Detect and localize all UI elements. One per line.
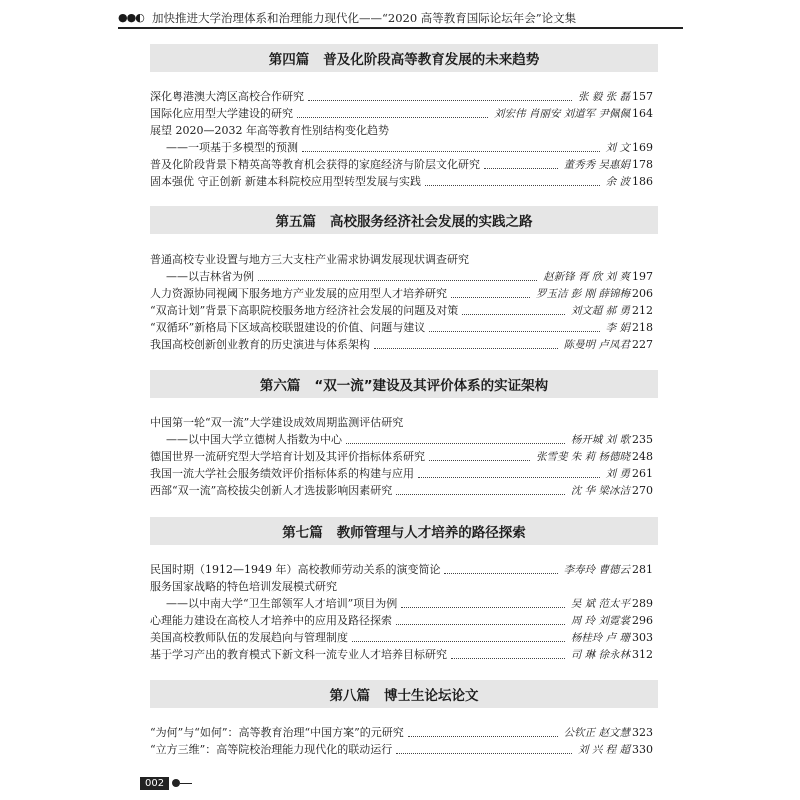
entry-page: 164 xyxy=(632,107,653,120)
dot-leader xyxy=(418,477,600,478)
toc-entry[interactable] xyxy=(150,251,653,267)
entry-title: “立方三维”：高等院校治理能力现代化的联动运行 xyxy=(150,743,393,756)
toc-entry[interactable] xyxy=(150,612,653,628)
dot-leader xyxy=(429,331,599,332)
footer-rule xyxy=(180,783,192,784)
toc-entry[interactable] xyxy=(150,122,653,138)
entry-page: 296 xyxy=(632,614,653,627)
entry-page: 281 xyxy=(632,563,653,576)
dot-leader xyxy=(425,185,600,186)
section-heading-5 xyxy=(150,206,658,234)
dot-leader xyxy=(444,573,557,574)
section-title: “双一流”建设及其评价体系的实证架构 xyxy=(314,378,549,394)
entry-authors: 余 波 xyxy=(605,176,630,188)
entry-authors: 陈曼明 卢凤君 xyxy=(563,339,630,351)
entry-subtitle: ——以吉林省为例 xyxy=(166,270,254,283)
entry-title: 我国高校创新创业教育的历史演进与体系架构 xyxy=(150,338,370,351)
entry-authors: 刘 兴 程 超 xyxy=(577,744,630,756)
dot-leader xyxy=(429,460,530,461)
entry-page: 330 xyxy=(632,743,653,756)
section-heading-8 xyxy=(150,680,658,708)
entry-authors: 张 毅 张 磊 xyxy=(577,91,630,103)
section-heading-4 xyxy=(150,44,658,72)
dot-leader xyxy=(451,297,530,298)
toc-entry-subtitle[interactable] xyxy=(150,139,653,155)
dot-leader xyxy=(462,314,565,315)
entry-page: 235 xyxy=(632,433,653,446)
toc-entry[interactable] xyxy=(150,629,653,645)
entry-authors: 杨开城 刘 歌 xyxy=(570,434,630,446)
entry-authors: 周 玲 刘霓裳 xyxy=(570,615,630,627)
dot-leader xyxy=(396,494,565,495)
entry-page: 186 xyxy=(632,175,653,188)
page-footer xyxy=(140,774,192,792)
entry-title: 中国第一轮“双一流”大学建设成效周期监测评估研究 xyxy=(150,416,404,429)
entry-title: 深化粤港澳大湾区高校合作研究 xyxy=(150,90,304,103)
dot-leader xyxy=(346,443,565,444)
dot-leader xyxy=(396,624,565,625)
page-number: 002 xyxy=(140,777,169,790)
entry-page: 178 xyxy=(632,158,653,171)
entry-subtitle: ——一项基于多模型的预测 xyxy=(166,141,298,154)
entry-title: 我国一流大学社会服务绩效评价指标体系的构建与应用 xyxy=(150,467,414,480)
section-heading-7 xyxy=(150,517,658,545)
entry-authors: 刘 勇 xyxy=(605,468,630,480)
entry-page: 206 xyxy=(632,287,653,300)
footer-dot-icon xyxy=(172,779,180,787)
toc-entry[interactable] xyxy=(150,724,653,740)
dot-leader xyxy=(484,168,558,169)
entry-page: 218 xyxy=(632,321,653,334)
toc-entry[interactable] xyxy=(150,578,653,594)
toc-entry[interactable] xyxy=(150,741,653,757)
dot-leader xyxy=(297,117,488,118)
dot-leader xyxy=(308,100,572,101)
entry-page: 169 xyxy=(632,141,653,154)
toc-entry[interactable] xyxy=(150,482,653,498)
entry-page: 227 xyxy=(632,338,653,351)
toc-entry[interactable] xyxy=(150,105,653,121)
entry-authors: 赵新锋 胥 欣 刘 爽 xyxy=(543,271,630,283)
toc-entry[interactable] xyxy=(150,319,653,335)
entry-title: “双循环”新格局下区域高校联盟建设的价值、问题与建议 xyxy=(150,321,426,334)
toc-entry-subtitle[interactable] xyxy=(150,268,653,284)
entry-page: 270 xyxy=(632,484,653,497)
toc-entry[interactable] xyxy=(150,414,653,430)
toc-entry[interactable] xyxy=(150,646,653,662)
section-title: 高校服务经济社会发展的实践之路 xyxy=(330,214,533,230)
toc-entry-subtitle[interactable] xyxy=(150,595,653,611)
entry-title: 国际化应用型大学建设的研究 xyxy=(150,107,293,120)
entry-authors: 张雪斐 朱 莉 杨德晓 xyxy=(535,451,630,463)
toc-entry-subtitle[interactable] xyxy=(150,431,653,447)
dot-leader xyxy=(408,736,558,737)
entry-title: 普通高校专业设置与地方三大支柱产业需求协调发展现状调查研究 xyxy=(150,253,469,266)
section-title: 博士生论坛论文 xyxy=(384,688,479,704)
entry-title: 基于学习产出的教育模式下新文科一流专业人才培养目标研究 xyxy=(150,648,447,661)
entry-authors: 沈 华 梁冰洁 xyxy=(570,485,630,497)
section-title: 普及化阶段高等教育发展的未来趋势 xyxy=(323,52,540,68)
section-heading-6 xyxy=(150,370,658,398)
entry-page: 312 xyxy=(632,648,653,661)
toc-entry[interactable] xyxy=(150,465,653,481)
running-header-title: 加快推进大学治理体系和治理能力现代化——“2020 高等教育国际论坛年会”论文集 xyxy=(152,11,577,25)
entry-subtitle: ——以中国大学立德树人指数为中心 xyxy=(166,433,342,446)
dot-leader xyxy=(352,641,565,642)
entry-page: 248 xyxy=(632,450,653,463)
toc-entry[interactable] xyxy=(150,561,653,577)
entry-title: 展望 2020—2032 年高等教育性别结构变化趋势 xyxy=(150,124,389,137)
entry-title: 人力资源协同视阈下服务地方产业发展的应用型人才培养研究 xyxy=(150,287,447,300)
toc-entry[interactable] xyxy=(150,156,653,172)
entry-title: “双高计划”背景下高职院校服务地方经济社会发展的问题及对策 xyxy=(150,304,459,317)
section-label: 第四篇 xyxy=(268,52,310,68)
entry-page: 157 xyxy=(632,90,653,103)
entry-authors: 刘宏伟 肖丽安 刘道军 尹佩佩 xyxy=(493,108,630,120)
entry-title: “为何”与“如何”：高等教育治理“中国方案”的元研究 xyxy=(150,726,404,739)
section-label: 第八篇 xyxy=(329,688,370,704)
entry-title: 民国时期（1912—1949 年）高校教师劳动关系的演变简论 xyxy=(150,563,441,576)
entry-authors: 李 娟 xyxy=(605,322,630,334)
section-title: 教师管理与人才培养的路径探索 xyxy=(336,525,526,541)
entry-page: 303 xyxy=(632,631,653,644)
toc-entry[interactable] xyxy=(150,88,653,104)
entry-title: 西部“双一流”高校拔尖创新人才选拔影响因素研究 xyxy=(150,484,393,497)
section-label: 第七篇 xyxy=(282,525,323,541)
toc-entry[interactable] xyxy=(150,336,653,352)
running-header xyxy=(118,9,683,31)
entry-title: 固本强优 守正创新 新建本科院校应用型转型发展与实践 xyxy=(150,175,421,188)
toc-entry[interactable] xyxy=(150,302,653,318)
entry-authors: 杨桂玲 卢 珊 xyxy=(570,632,630,644)
entry-authors: 公钦正 赵文慧 xyxy=(563,727,630,739)
dot-leader xyxy=(302,151,600,152)
header-rule xyxy=(118,27,683,29)
entry-title: 美国高校教师队伍的发展趋向与管理制度 xyxy=(150,631,348,644)
entry-page: 261 xyxy=(632,467,653,480)
entry-authors: 李寿玲 曹德云 xyxy=(563,564,630,576)
dot-leader xyxy=(258,280,537,281)
entry-authors: 吴 斌 范太平 xyxy=(570,598,630,610)
entry-page: 323 xyxy=(632,726,653,739)
entry-title: 德国世界一流研究型大学培育计划及其评价指标体系研究 xyxy=(150,450,425,463)
toc-entry[interactable] xyxy=(150,285,653,301)
entry-subtitle: ——以中南大学“卫生部领军人才培训”项目为例 xyxy=(166,597,398,610)
entry-title: 普及化阶段背景下精英高等教育机会获得的家庭经济与阶层文化研究 xyxy=(150,158,480,171)
header-ornament-icon: ●●◐ xyxy=(118,11,144,24)
dot-leader xyxy=(374,348,558,349)
entry-page: 212 xyxy=(632,304,653,317)
toc-entry[interactable] xyxy=(150,448,653,464)
entry-authors: 刘文超 郝 勇 xyxy=(570,305,630,317)
entry-authors: 罗玉洁 彭 刚 薛锦梅 xyxy=(535,288,630,300)
section-label: 第五篇 xyxy=(275,214,316,230)
dot-leader xyxy=(451,658,565,659)
dot-leader xyxy=(401,607,565,608)
toc-entry[interactable] xyxy=(150,173,653,189)
entry-title: 服务国家战略的特色培训发展模式研究 xyxy=(150,580,337,593)
section-label: 第六篇 xyxy=(259,378,301,394)
entry-authors: 刘 文 xyxy=(605,142,630,154)
dot-leader xyxy=(396,753,572,754)
entry-page: 197 xyxy=(632,270,653,283)
entry-authors: 司 琳 徐永林 xyxy=(570,649,630,661)
entry-authors: 董秀秀 吴惠娟 xyxy=(563,159,630,171)
entry-page: 289 xyxy=(632,597,653,610)
entry-title: 心理能力建设在高校人才培养中的应用及路径探索 xyxy=(150,614,392,627)
